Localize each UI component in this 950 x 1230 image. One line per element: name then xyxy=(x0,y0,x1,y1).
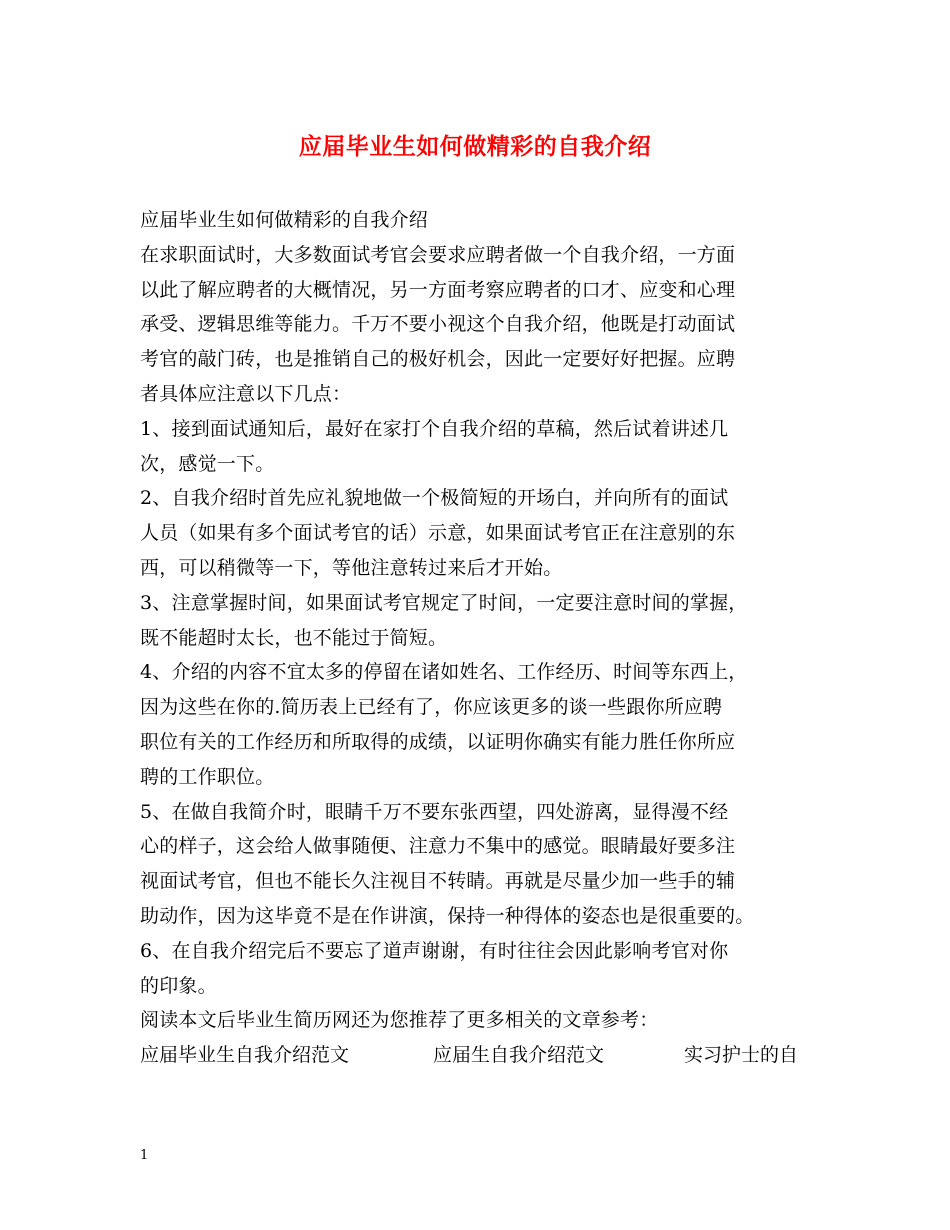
text-line: 2、自我介绍时首先应礼貌地做一个极简短的开场白，并向所有的面试 xyxy=(140,487,729,510)
text-line: 职位有关的工作经历和所取得的成绩，以证明你确实有能力胜任你所应 xyxy=(140,730,736,753)
text-line: 既不能超时太长，也不能过于简短。 xyxy=(140,626,448,649)
text-line: 在求职面试时，大多数面试考官会要求应聘者做一个自我介绍，一方面 xyxy=(140,243,736,266)
document-title: 应届毕业生如何做精彩的自我介绍 xyxy=(298,133,652,160)
text-line: 考官的敲门砖，也是推销自己的极好机会，因此一定要好好把握。应聘 xyxy=(140,348,736,371)
related-articles xyxy=(140,1038,818,1073)
text-line: 西，可以稍微等一下，等他注意转过来后才开始。 xyxy=(140,556,563,579)
text-line: 3、注意掌握时间，如果面试考官规定了时间，一定要注意时间的掌握， xyxy=(140,591,748,614)
text-line: 助动作，因为这毕竟不是在作讲演，保持一种得体的姿态也是很重要的。 xyxy=(140,904,755,927)
document-body xyxy=(140,203,818,1073)
related-article-link[interactable]: 实习护士的自 xyxy=(684,1044,799,1067)
text-line: 阅读本文后毕业生简历网还为您推荐了更多相关的文章参考： xyxy=(140,1009,659,1032)
text-line: 以此了解应聘者的大概情况，另一方面考察应聘者的口才、应变和心理 xyxy=(140,278,736,301)
text-line: 次，感觉一下。 xyxy=(140,452,275,475)
page-number: 1 xyxy=(140,1148,149,1163)
text-line: 因为这些在你的.简历表上已经有了，你应该更多的谈一些跟你所应聘 xyxy=(140,696,723,719)
text-line: 应届毕业生如何做精彩的自我介绍 xyxy=(140,209,429,231)
text-line: 的印象。 xyxy=(140,974,217,997)
text-line: 1、接到面试通知后，最好在家打个自我介绍的草稿，然后试着讲述几 xyxy=(140,417,729,440)
text-line: 6、在自我介绍完后不要忘了道声谢谢，有时往往会因此影响考官对你 xyxy=(140,939,729,962)
paragraph-lines xyxy=(140,203,818,1038)
text-line: 承受、逻辑思维等能力。千万不要小视这个自我介绍，他既是打动面试 xyxy=(140,313,736,336)
text-line: 视面试考官，但也不能长久注视目不转睛。再就是尽量少加一些手的辅 xyxy=(140,870,736,893)
related-article-link[interactable]: 应届生自我介绍范文 xyxy=(433,1044,605,1067)
text-line: 人员（如果有多个面试考官的话）示意，如果面试考官正在注意别的东 xyxy=(140,522,736,545)
text-line: 聘的工作职位。 xyxy=(140,765,275,788)
text-line: 5、在做自我简介时，眼睛千万不要东张西望，四处游离，显得漫不经 xyxy=(140,800,729,823)
text-line: 4、介绍的内容不宜太多的停留在诸如姓名、工作经历、时间等东西上， xyxy=(140,661,748,684)
text-line: 心的样子，这会给人做事随便、注意力不集中的感觉。眼睛最好要多注 xyxy=(140,835,736,858)
related-article-link[interactable]: 应届毕业生自我介绍范文 xyxy=(140,1044,350,1067)
text-line: 者具体应注意以下几点： xyxy=(140,382,352,405)
